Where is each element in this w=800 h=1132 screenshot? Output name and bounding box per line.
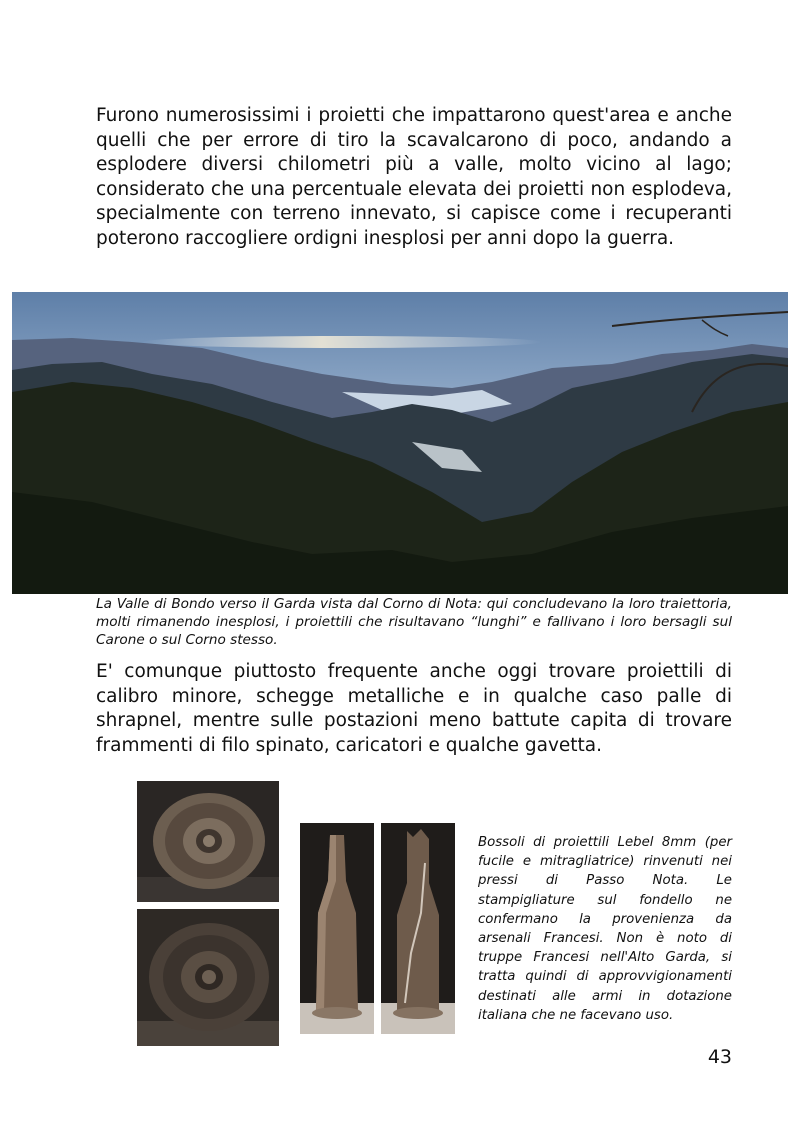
cartridge-casing-photo-intact	[300, 823, 374, 1034]
cartridge-casing-photo-split	[381, 823, 455, 1034]
valley-landscape-photo	[12, 292, 788, 594]
cartridge-caption: Bossoli di proiettili Lebel 8mm (per fucile e mitragliatrice) rinvenuti nei pressi di Passo Nota. Le stampigliature sul fondello ne confermano la provenienza da arsenali Francesi. Non è noto di truppe Francesi nell'Alto Garda, si tratta quindi di approvvigionamenti destinati alle armi in dotazione italiana che ne facevano uso.	[478, 835, 732, 1023]
body-paragraph-2: E' comunque piuttosto frequente anche oggi trovare proiettili di calibro minore, schegge metalliche e in qualche caso palle di shrapnel, mentre sulle postazioni meno battute capita di trovare frammenti di filo spinato, caricatori e qualche gavetta.	[96, 661, 732, 756]
landscape-caption: La Valle di Bondo verso il Garda vista dal Corno di Nota: qui concludevano la loro traiettoria, molti rimanendo inesplosi, i proiettili che risultavano “lunghi” e fallivano i loro bersagli sul Carone o sul Corno stesso.	[96, 596, 732, 648]
page-number: 43	[707, 1046, 732, 1068]
body-paragraph-1: Furono numerosissimi i proietti che impattarono quest'area e anche quelli che per errore di tiro la scavalcarono di poco, andando a esplodere diversi chilometri più a valle, molto vicino al lago; considerato che una percentuale elevata dei proietti non esplodeva, specialmente con terreno innevato, si capisce come i recuperanti poterono raccogliere ordigni inesplosi per anni dopo la guerra.	[96, 105, 732, 249]
cartridge-base-photo-top	[137, 781, 279, 902]
cartridge-base-photo-bottom	[137, 909, 279, 1046]
